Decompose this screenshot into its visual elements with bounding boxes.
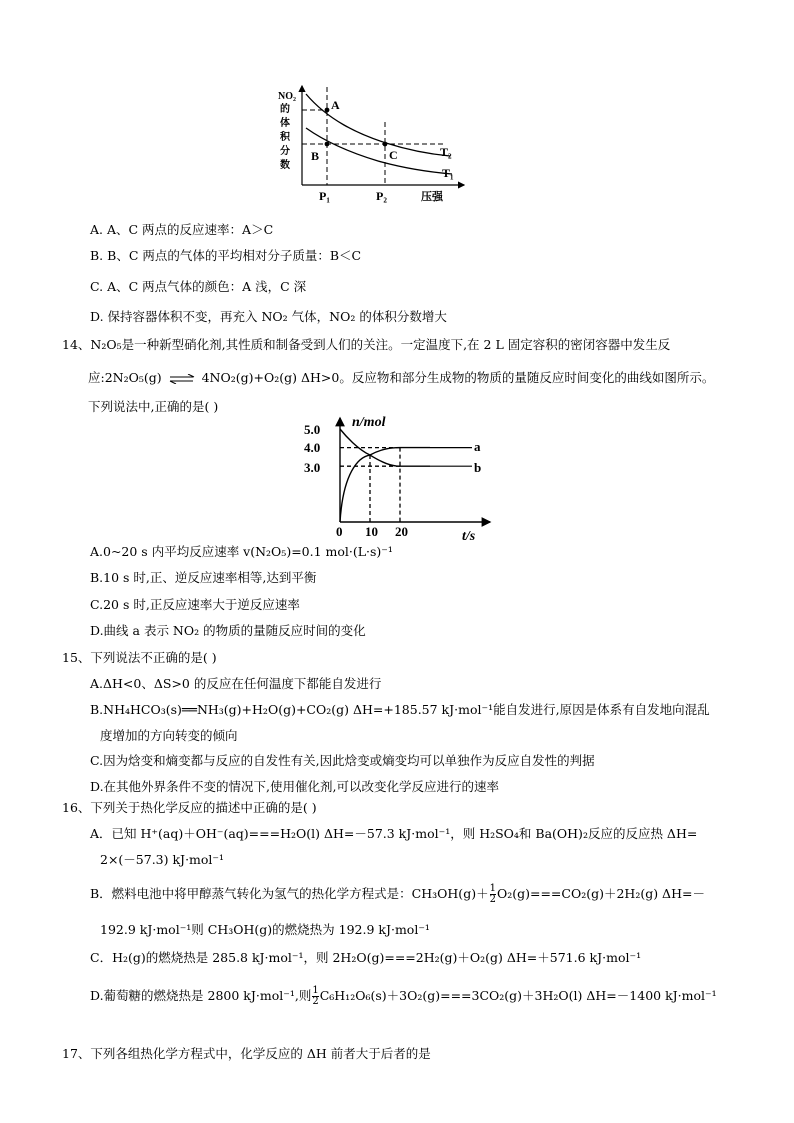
q15-option-a: A.ΔH<0、ΔS>0 的反应在任何温度下都能自发进行 (90, 676, 382, 691)
q16-b-part1: B．燃料电池中将甲醇蒸气转化为氢气的热化学方程式是：CH₃OH(g)＋ (90, 886, 489, 901)
q14-option-b: B.10 s 时,正、逆反应速率相等,达到平衡 (90, 570, 317, 585)
frac-num: 1 (489, 883, 496, 894)
q14-products: 4NO₂(g)+O₂(g) ΔH>0。反应物和部分生成物的物质的量随反应时间变化的曲线如图所示。 (201, 370, 715, 385)
q16-stem: 16、下列关于热化学反应的描述中正确的是( ) (62, 800, 317, 815)
x-tick-10: 10 (365, 524, 378, 539)
reversible-arrow-icon (169, 374, 195, 384)
y-tick-3: 3.0 (304, 460, 321, 475)
q16-option-b-line2: 192.9 kJ·mol⁻¹则 CH₃OH(g)的燃烧热为 192.9 kJ·mol⁻¹ (100, 922, 430, 937)
q13-option-a: A. A、C 两点的反应速率：A＞C (90, 222, 274, 237)
y-axis-label: n/mol (352, 415, 386, 430)
label-b: B (311, 149, 320, 163)
tick-p2: P₂ (376, 189, 387, 203)
q14-option-c: C.20 s 时,正反应速率大于逆反应速率 (90, 597, 300, 612)
label-a: A (331, 98, 340, 112)
q16-option-b-line1 (90, 884, 705, 905)
point-a-dot (325, 108, 330, 113)
q15-stem: 15、下列说法不正确的是( ) (62, 650, 217, 665)
q14-stem-line2 (88, 370, 714, 386)
q14-option-d: D.曲线 a 表示 NO₂ 的物质的量随反应时间的变化 (90, 623, 366, 638)
q16-d-part2: C₆H₁₂O₆(s)＋3O₂(g)===3CO₂(g)＋3H₂O(l) ΔH=－1400 kJ·mol⁻¹ (319, 988, 717, 1003)
fraction-half (490, 884, 496, 905)
q14-reactant: 应:2N₂O₅(g) (88, 370, 162, 385)
x-label: 压强 (421, 191, 443, 203)
q13-option-d: D. 保持容器体积不变，再充入 NO₂ 气体，NO₂ 的体积分数增大 (90, 309, 447, 324)
label-c: C (389, 148, 398, 162)
curve-t1 (306, 128, 452, 174)
point-c-dot (383, 142, 388, 147)
q16-option-a-line2: 2×(－57.3) kJ·mol⁻¹ (100, 852, 225, 867)
q16-option-c: C．H₂(g)的燃烧热是 285.8 kJ·mol⁻¹，则 2H₂O(g)===2H₂(g)＋O₂(g) ΔH=＋571.6 kJ·mol⁻¹ (90, 950, 642, 965)
q14-stem-line1: 14、N₂O₅是一种新型硝化剂,其性质和制备受到人们的关注。一定温度下,在 2 L 固定容积的密闭容器中发生反 (62, 337, 671, 352)
y-label-2: 体 (280, 118, 290, 129)
q15-option-b-line2: 度增加的方向转变的倾向 (100, 728, 238, 743)
y-label-3: 积 (280, 132, 290, 143)
y-label-0: NO₂ (278, 91, 296, 102)
q14-option-a: A.0~20 s 内平均反应速率 v(N₂O₅)=0.1 mol·(L·s)⁻¹ (90, 544, 393, 559)
q15-option-b-line1: B.NH₄HCO₃(s)══NH₃(g)+H₂O(g)+CO₂(g) ΔH=+185.57 kJ·mol⁻¹能自发进行,原因是体系有自发地向混乱 (90, 702, 710, 717)
curve-t2 (306, 94, 450, 156)
label-t1: T₁ (442, 166, 454, 180)
frac-den: 2 (489, 894, 496, 905)
fraction-half-d (312, 986, 318, 1007)
q15-option-c: C.因为焓变和熵变都与反应的自发性有关,因此焓变或熵变均可以单独作为反应自发性的判据 (90, 753, 595, 768)
graph-no2-pressure (268, 82, 468, 210)
q16-option-d (90, 986, 717, 1007)
point-b-dot (325, 142, 330, 147)
graph-n-vs-t (302, 412, 502, 544)
frac-num-d: 1 (312, 985, 319, 996)
q13-option-b: B. B、C 两点的气体的平均相对分子质量：B＜C (90, 248, 362, 263)
y-label-4: 分 (280, 146, 290, 157)
x-tick-0: 0 (336, 524, 343, 539)
y-tick-4: 4.0 (304, 440, 321, 455)
q17-stem: 17、下列各组热化学方程式中，化学反应的 ΔH 前者大于后者的是 (62, 1046, 431, 1061)
series-a-line (340, 448, 430, 522)
tick-p1: P₁ (319, 189, 330, 203)
q16-d-part1: D.葡萄糖的燃烧热是 2800 kJ·mol⁻¹,则 (90, 988, 312, 1003)
curve-a-label: a (474, 439, 481, 454)
q15-option-d: D.在其他外界条件不变的情况下,使用催化剂,可以改变化学反应进行的速率 (90, 779, 499, 794)
curve-b-label: b (474, 460, 482, 475)
label-t2: T₂ (440, 145, 452, 159)
q13-option-c: C. A、C 两点气体的颜色：A 浅，C 深 (90, 279, 307, 294)
y-label-5: 数 (280, 160, 290, 171)
x-axis-label: t/s (462, 529, 476, 544)
q14-stem-line3: 下列说法中,正确的是( ) (88, 399, 219, 414)
y-label-1: 的 (280, 104, 290, 115)
x-tick-20: 20 (395, 524, 408, 539)
q16-b-part2: O₂(g)===CO₂(g)＋2H₂(g) ΔH=－ (496, 886, 705, 901)
y-tick-5: 5.0 (304, 422, 321, 437)
frac-den-d: 2 (312, 996, 319, 1007)
q16-option-a-line1: A．已知 H⁺(aq)＋OH⁻(aq)===H₂O(l) ΔH=－57.3 kJ·mol⁻¹，则 H₂SO₄和 Ba(OH)₂反应的反应热 ΔH= (90, 826, 698, 841)
